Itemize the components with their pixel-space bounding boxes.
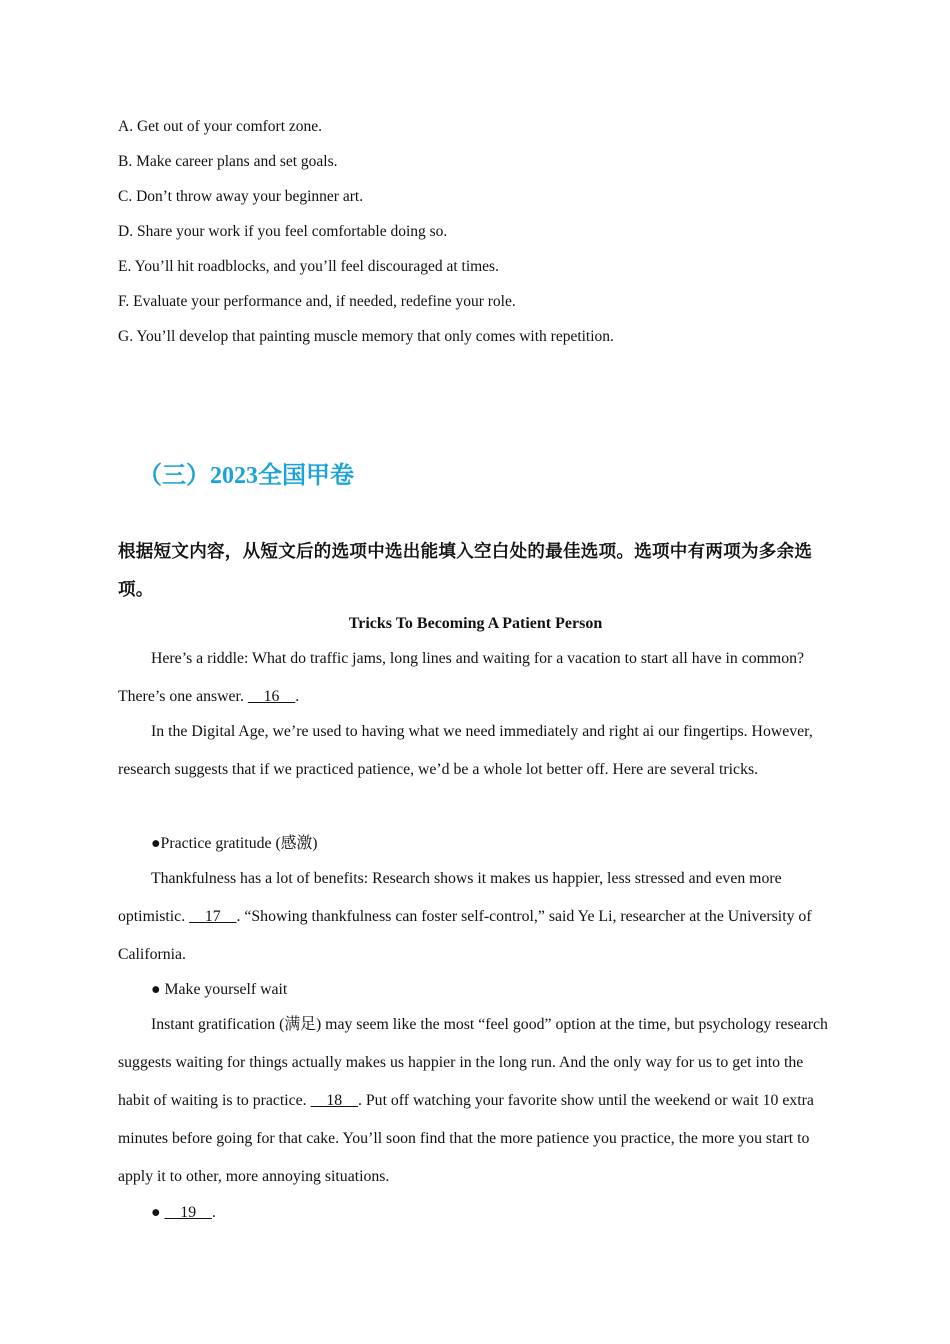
paragraph-3 (118, 860, 833, 974)
option-a: A. Get out of your comfort zone. (118, 118, 323, 135)
option-e: E. You’ll hit roadblocks, and you’ll feel discouraged at times. (118, 258, 499, 275)
blank-19: 19 (164, 1204, 212, 1221)
instructions: 根据短文内容，从短文后的选项中选出能填入空白处的最佳选项。选项中有两项为多余选项。 (118, 542, 813, 600)
option-f: F. Evaluate your performance and, if needed, redefine your role. (118, 293, 516, 310)
heading-19 (151, 1203, 216, 1223)
paragraph-1 (118, 640, 833, 716)
bullet: ● (151, 1204, 165, 1221)
option-g: G. You’ll develop that painting muscle memory that only comes with repetition. (118, 328, 614, 345)
paragraph-1-end: . (295, 688, 300, 705)
article-title: Tricks To Becoming A Patient Person (348, 615, 603, 632)
blank-17: 17 (189, 908, 237, 925)
option-b: B. Make career plans and set goals. (118, 153, 338, 170)
option-d: D. Share your work if you feel comfortable doing so. (118, 223, 448, 240)
heading-make-yourself-wait: ● Make yourself wait (151, 981, 288, 998)
blank-18: 18 (310, 1092, 358, 1109)
paragraph-2: In the Digital Age, we’re used to having what we need immediately and right ai our fingertips. However, research suggests that if we practiced patience, we’d be a whole lot better off. Here are several tricks. (118, 723, 813, 778)
heading-practice-gratitude: ●Practice gratitude (感激) (151, 835, 318, 852)
heading-19-end: . (211, 1204, 216, 1221)
paragraph-3-end: . “Showing thankfulness can foster self-control,” said Ye Li, researcher at the University of California. (118, 908, 812, 963)
section-title: （三）2023全国甲卷 (138, 463, 354, 489)
paragraph-1-text: Here’s a riddle: What do traffic jams, long lines and waiting for a vacation to start all have in common? There’s one answer. (118, 650, 805, 705)
paragraph-4 (118, 1006, 833, 1196)
paragraph-4-end: . Put off watching your favorite show until the weekend or wait 10 extra minutes before going for that cake. You’ll soon find that the more patience you practice, the more you start to apply it to other, more annoying situations. (118, 1092, 814, 1185)
paragraph-3-text: Thankfulness has a lot of benefits: Research shows it makes us happier, less stressed and even more optimistic. (118, 870, 782, 925)
paragraph-4-text: Instant gratification (满足) may seem like the most “feel good” option at the time, but psychology research suggests waiting for things actually makes us happier in the long run. And the only way for us to get into the habit of waiting is to practice. (118, 1016, 828, 1109)
blank-16: 16 (247, 688, 296, 705)
option-c: C. Don’t throw away your beginner art. (118, 188, 364, 205)
